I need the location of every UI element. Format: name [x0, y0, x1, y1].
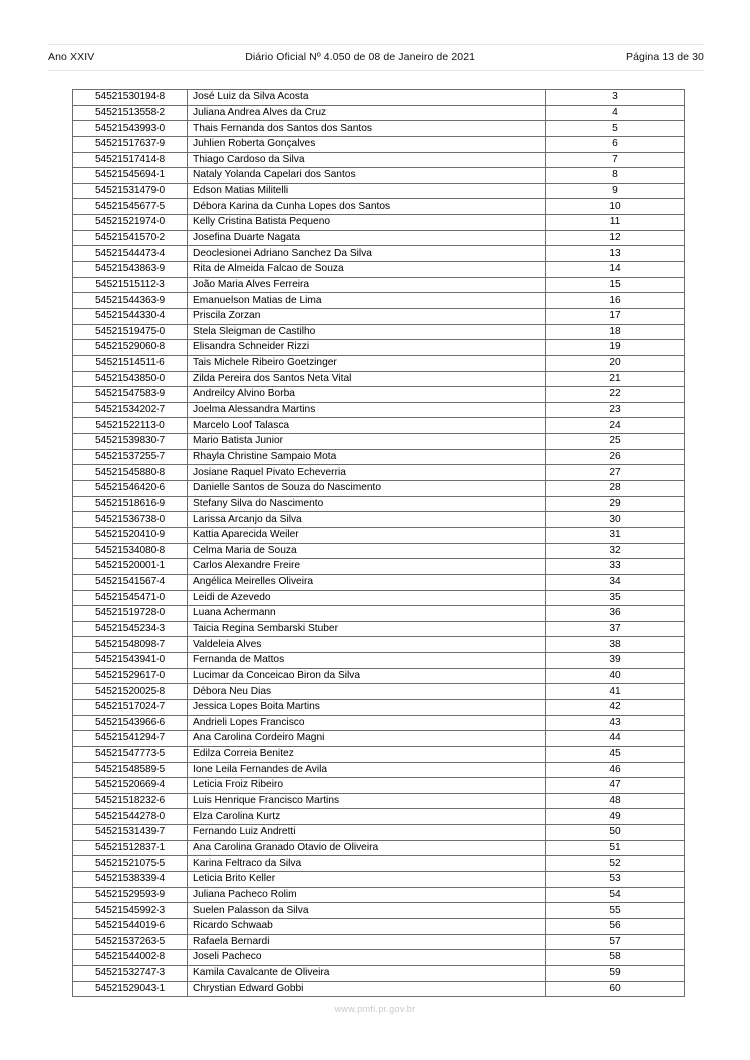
cell-name: José Luiz da Silva Acosta — [188, 90, 546, 106]
cell-name: Larissa Arcanjo da Silva — [188, 512, 546, 528]
cell-registration: 54521518232-6 — [73, 793, 188, 809]
cell-registration: 54521532747-3 — [73, 965, 188, 981]
table-row — [73, 262, 685, 278]
cell-name: Rafaela Bernardi — [188, 934, 546, 950]
table-row — [73, 746, 685, 762]
cell-name: Deoclesionei Adriano Sanchez Da Silva — [188, 246, 546, 262]
roster-table-body — [73, 90, 685, 997]
cell-number: 27 — [546, 465, 685, 481]
cell-number: 8 — [546, 168, 685, 184]
cell-number: 10 — [546, 199, 685, 215]
cell-registration: 54521541567-4 — [73, 574, 188, 590]
cell-name: Rhayla Christine Sampaio Mota — [188, 449, 546, 465]
table-row — [73, 637, 685, 653]
header-divider — [48, 70, 704, 71]
cell-registration: 54521545471-0 — [73, 590, 188, 606]
cell-number: 60 — [546, 981, 685, 997]
cell-registration: 54521545694-1 — [73, 168, 188, 184]
cell-registration: 54521520410-9 — [73, 527, 188, 543]
cell-name: Karina Feltraco da Silva — [188, 856, 546, 872]
cell-name: Celma Maria de Souza — [188, 543, 546, 559]
cell-number: 23 — [546, 402, 685, 418]
table-row — [73, 527, 685, 543]
cell-number: 49 — [546, 809, 685, 825]
cell-registration: 54521520669-4 — [73, 778, 188, 794]
cell-registration: 54521519475-0 — [73, 324, 188, 340]
cell-registration: 54521519728-0 — [73, 606, 188, 622]
cell-name: Stela Sleigman de Castilho — [188, 324, 546, 340]
cell-name: Joseli Pacheco — [188, 950, 546, 966]
cell-number: 44 — [546, 731, 685, 747]
table-row — [73, 152, 685, 168]
cell-registration: 54521544363-9 — [73, 293, 188, 309]
cell-number: 22 — [546, 387, 685, 403]
cell-number: 39 — [546, 653, 685, 669]
cell-number: 58 — [546, 950, 685, 966]
cell-registration: 54521517024-7 — [73, 699, 188, 715]
cell-name: Juliana Pacheco Rolim — [188, 887, 546, 903]
cell-number: 37 — [546, 621, 685, 637]
cell-registration: 54521531479-0 — [73, 183, 188, 199]
cell-name: Thais Fernanda dos Santos dos Santos — [188, 121, 546, 137]
cell-registration: 54521548589-5 — [73, 762, 188, 778]
cell-number: 54 — [546, 887, 685, 903]
table-row — [73, 121, 685, 137]
table-row — [73, 371, 685, 387]
table-row — [73, 465, 685, 481]
cell-registration: 54521529060-8 — [73, 340, 188, 356]
table-row — [73, 778, 685, 794]
table-row — [73, 981, 685, 997]
cell-name: Joelma Alessandra Martins — [188, 402, 546, 418]
cell-registration: 54521545234-3 — [73, 621, 188, 637]
cell-registration: 54521517414-8 — [73, 152, 188, 168]
cell-registration: 54521536738-0 — [73, 512, 188, 528]
cell-number: 31 — [546, 527, 685, 543]
table-row — [73, 653, 685, 669]
cell-number: 32 — [546, 543, 685, 559]
cell-name: Andreilcy Alvino Borba — [188, 387, 546, 403]
cell-name: Angélica Meirelles Oliveira — [188, 574, 546, 590]
table-row — [73, 449, 685, 465]
page-top-edge — [0, 0, 750, 7]
table-row — [73, 481, 685, 497]
cell-registration: 54521541570-2 — [73, 230, 188, 246]
cell-name: Edson Matias Militelli — [188, 183, 546, 199]
table-row — [73, 950, 685, 966]
table-row — [73, 277, 685, 293]
cell-name: Carlos Alexandre Freire — [188, 559, 546, 575]
cell-registration: 54521537263-5 — [73, 934, 188, 950]
table-row — [73, 872, 685, 888]
cell-number: 29 — [546, 496, 685, 512]
cell-number: 56 — [546, 918, 685, 934]
cell-registration: 54521541294-7 — [73, 731, 188, 747]
table-row — [73, 418, 685, 434]
cell-number: 15 — [546, 277, 685, 293]
cell-registration: 54521543993-0 — [73, 121, 188, 137]
cell-number: 52 — [546, 856, 685, 872]
table-row — [73, 324, 685, 340]
cell-name: Taicia Regina Sembarski Stuber — [188, 621, 546, 637]
cell-name: Nataly Yolanda Capelari dos Santos — [188, 168, 546, 184]
cell-number: 19 — [546, 340, 685, 356]
cell-number: 24 — [546, 418, 685, 434]
cell-registration: 54521544330-4 — [73, 308, 188, 324]
cell-number: 12 — [546, 230, 685, 246]
page-left-edge — [0, 0, 6, 1060]
cell-number: 6 — [546, 136, 685, 152]
table-row — [73, 105, 685, 121]
table-row — [73, 809, 685, 825]
cell-number: 38 — [546, 637, 685, 653]
cell-name: Ione Leila Fernandes de Avila — [188, 762, 546, 778]
roster-table — [72, 89, 685, 997]
table-row — [73, 512, 685, 528]
cell-registration: 54521545992-3 — [73, 903, 188, 919]
cell-registration: 54521543863-9 — [73, 262, 188, 278]
cell-number: 26 — [546, 449, 685, 465]
header-title: Diário Oficial Nº 4.050 de 08 de Janeiro de 2021 — [245, 51, 476, 63]
cell-name: Thiago Cardoso da Silva — [188, 152, 546, 168]
cell-registration: 54521543850-0 — [73, 371, 188, 387]
cell-number: 33 — [546, 559, 685, 575]
header-page-label: Página 13 de 30 — [626, 51, 704, 63]
table-row — [73, 387, 685, 403]
cell-registration: 54521518616-9 — [73, 496, 188, 512]
cell-name: Tais Michele Ribeiro Goetzinger — [188, 355, 546, 371]
cell-name: Débora Neu Dias — [188, 684, 546, 700]
table-row — [73, 621, 685, 637]
table-row — [73, 715, 685, 731]
cell-number: 48 — [546, 793, 685, 809]
cell-number: 42 — [546, 699, 685, 715]
cell-registration: 54521539830-7 — [73, 434, 188, 450]
table-row — [73, 918, 685, 934]
table-row — [73, 934, 685, 950]
cell-registration: 54521544278-0 — [73, 809, 188, 825]
cell-registration: 54521543941-0 — [73, 653, 188, 669]
cell-name: Andrieli Lopes Francisco — [188, 715, 546, 731]
cell-number: 16 — [546, 293, 685, 309]
table-row — [73, 308, 685, 324]
cell-registration: 54521530194-8 — [73, 90, 188, 106]
cell-name: Emanuelson Matias de Lima — [188, 293, 546, 309]
cell-name: Ricardo Schwaab — [188, 918, 546, 934]
cell-name: Leticia Froiz Ribeiro — [188, 778, 546, 794]
table-row — [73, 246, 685, 262]
table-row — [73, 825, 685, 841]
cell-name: Débora Karina da Cunha Lopes dos Santos — [188, 199, 546, 215]
cell-number: 53 — [546, 872, 685, 888]
cell-number: 17 — [546, 308, 685, 324]
cell-name: Luana Achermann — [188, 606, 546, 622]
table-row — [73, 434, 685, 450]
table-row — [73, 199, 685, 215]
cell-registration: 54521514511-6 — [73, 355, 188, 371]
header-year-label: Ano XXIV — [48, 51, 95, 63]
cell-registration: 54521547583-9 — [73, 387, 188, 403]
cell-registration: 54521529617-0 — [73, 668, 188, 684]
document-header — [48, 44, 704, 69]
cell-name: Juhlien Roberta Gonçalves — [188, 136, 546, 152]
table-row — [73, 840, 685, 856]
table-row — [73, 887, 685, 903]
cell-number: 36 — [546, 606, 685, 622]
cell-number: 43 — [546, 715, 685, 731]
table-row — [73, 293, 685, 309]
cell-name: Chrystian Edward Gobbi — [188, 981, 546, 997]
cell-name: Zilda Pereira dos Santos Neta Vital — [188, 371, 546, 387]
cell-name: Elza Carolina Kurtz — [188, 809, 546, 825]
table-row — [73, 699, 685, 715]
cell-number: 4 — [546, 105, 685, 121]
table-row — [73, 183, 685, 199]
cell-number: 41 — [546, 684, 685, 700]
cell-number: 3 — [546, 90, 685, 106]
cell-number: 35 — [546, 590, 685, 606]
cell-registration: 54521548098-7 — [73, 637, 188, 653]
table-row — [73, 90, 685, 106]
cell-name: Kattia Aparecida Weiler — [188, 527, 546, 543]
cell-registration: 54521520001-1 — [73, 559, 188, 575]
cell-name: Edilza Correia Benitez — [188, 746, 546, 762]
cell-name: Josiane Raquel Pivato Echeverria — [188, 465, 546, 481]
cell-registration: 54521534202-7 — [73, 402, 188, 418]
table-row — [73, 543, 685, 559]
cell-number: 34 — [546, 574, 685, 590]
cell-name: Luis Henrique Francisco Martins — [188, 793, 546, 809]
cell-name: Leidi de Azevedo — [188, 590, 546, 606]
footer-site-url: www.pmfi.pr.gov.br — [334, 1004, 416, 1014]
cell-registration: 54521513558-2 — [73, 105, 188, 121]
cell-name: Fernando Luiz Andretti — [188, 825, 546, 841]
cell-number: 40 — [546, 668, 685, 684]
cell-name: Valdeleia Alves — [188, 637, 546, 653]
cell-registration: 54521522113-0 — [73, 418, 188, 434]
cell-number: 57 — [546, 934, 685, 950]
cell-number: 30 — [546, 512, 685, 528]
cell-number: 50 — [546, 825, 685, 841]
table-row — [73, 230, 685, 246]
cell-name: Lucimar da Conceicao Biron da Silva — [188, 668, 546, 684]
cell-registration: 54521531439-7 — [73, 825, 188, 841]
cell-registration: 54521547773-5 — [73, 746, 188, 762]
cell-number: 59 — [546, 965, 685, 981]
cell-registration: 54521546420-6 — [73, 481, 188, 497]
table-row — [73, 965, 685, 981]
table-row — [73, 668, 685, 684]
table-row — [73, 574, 685, 590]
cell-registration: 54521545880-8 — [73, 465, 188, 481]
table-row — [73, 496, 685, 512]
cell-name: Priscila Zorzan — [188, 308, 546, 324]
cell-registration: 54521544473-4 — [73, 246, 188, 262]
table-row — [73, 731, 685, 747]
cell-name: João Maria Alves Ferreira — [188, 277, 546, 293]
cell-name: Kelly Cristina Batista Pequeno — [188, 215, 546, 231]
cell-name: Fernanda de Mattos — [188, 653, 546, 669]
table-row — [73, 340, 685, 356]
cell-number: 46 — [546, 762, 685, 778]
cell-number: 18 — [546, 324, 685, 340]
cell-name: Josefina Duarte Nagata — [188, 230, 546, 246]
cell-name: Marcelo Loof Talasca — [188, 418, 546, 434]
cell-number: 45 — [546, 746, 685, 762]
cell-number: 28 — [546, 481, 685, 497]
cell-name: Elisandra Schneider Rizzi — [188, 340, 546, 356]
cell-number: 21 — [546, 371, 685, 387]
cell-name: Rita de Almeida Falcao de Souza — [188, 262, 546, 278]
cell-number: 25 — [546, 434, 685, 450]
cell-registration: 54521544019-6 — [73, 918, 188, 934]
cell-name: Jessica Lopes Boita Martins — [188, 699, 546, 715]
table-row — [73, 168, 685, 184]
cell-registration: 54521520025-8 — [73, 684, 188, 700]
table-row — [73, 355, 685, 371]
table-row — [73, 606, 685, 622]
cell-number: 14 — [546, 262, 685, 278]
table-row — [73, 793, 685, 809]
cell-registration: 54521538339-4 — [73, 872, 188, 888]
cell-registration: 54521537255-7 — [73, 449, 188, 465]
table-row — [73, 856, 685, 872]
table-row — [73, 559, 685, 575]
cell-name: Kamila Cavalcante de Oliveira — [188, 965, 546, 981]
table-row — [73, 215, 685, 231]
cell-number: 11 — [546, 215, 685, 231]
table-row — [73, 684, 685, 700]
cell-number: 5 — [546, 121, 685, 137]
table-row — [73, 903, 685, 919]
cell-registration: 54521534080-8 — [73, 543, 188, 559]
table-row — [73, 136, 685, 152]
cell-number: 55 — [546, 903, 685, 919]
table-row — [73, 590, 685, 606]
cell-registration: 54521517637-9 — [73, 136, 188, 152]
cell-number: 47 — [546, 778, 685, 794]
cell-name: Suelen Palasson da Silva — [188, 903, 546, 919]
cell-registration: 54521529593-9 — [73, 887, 188, 903]
cell-name: Mario Batista Junior — [188, 434, 546, 450]
cell-name: Danielle Santos de Souza do Nascimento — [188, 481, 546, 497]
cell-number: 13 — [546, 246, 685, 262]
table-row — [73, 762, 685, 778]
cell-name: Leticia Brito Keller — [188, 872, 546, 888]
cell-registration: 54521521075-5 — [73, 856, 188, 872]
cell-registration: 54521545677-5 — [73, 199, 188, 215]
cell-name: Ana Carolina Cordeiro Magni — [188, 731, 546, 747]
cell-number: 20 — [546, 355, 685, 371]
cell-registration: 54521543966-6 — [73, 715, 188, 731]
table-row — [73, 402, 685, 418]
cell-number: 51 — [546, 840, 685, 856]
cell-number: 9 — [546, 183, 685, 199]
cell-registration: 54521512837-1 — [73, 840, 188, 856]
cell-name: Juliana Andrea Alves da Cruz — [188, 105, 546, 121]
cell-registration: 54521515112-3 — [73, 277, 188, 293]
cell-name: Ana Carolina Granado Otavio de Oliveira — [188, 840, 546, 856]
cell-registration: 54521529043-1 — [73, 981, 188, 997]
cell-number: 7 — [546, 152, 685, 168]
cell-registration: 54521521974-0 — [73, 215, 188, 231]
cell-name: Stefany Silva do Nascimento — [188, 496, 546, 512]
cell-registration: 54521544002-8 — [73, 950, 188, 966]
